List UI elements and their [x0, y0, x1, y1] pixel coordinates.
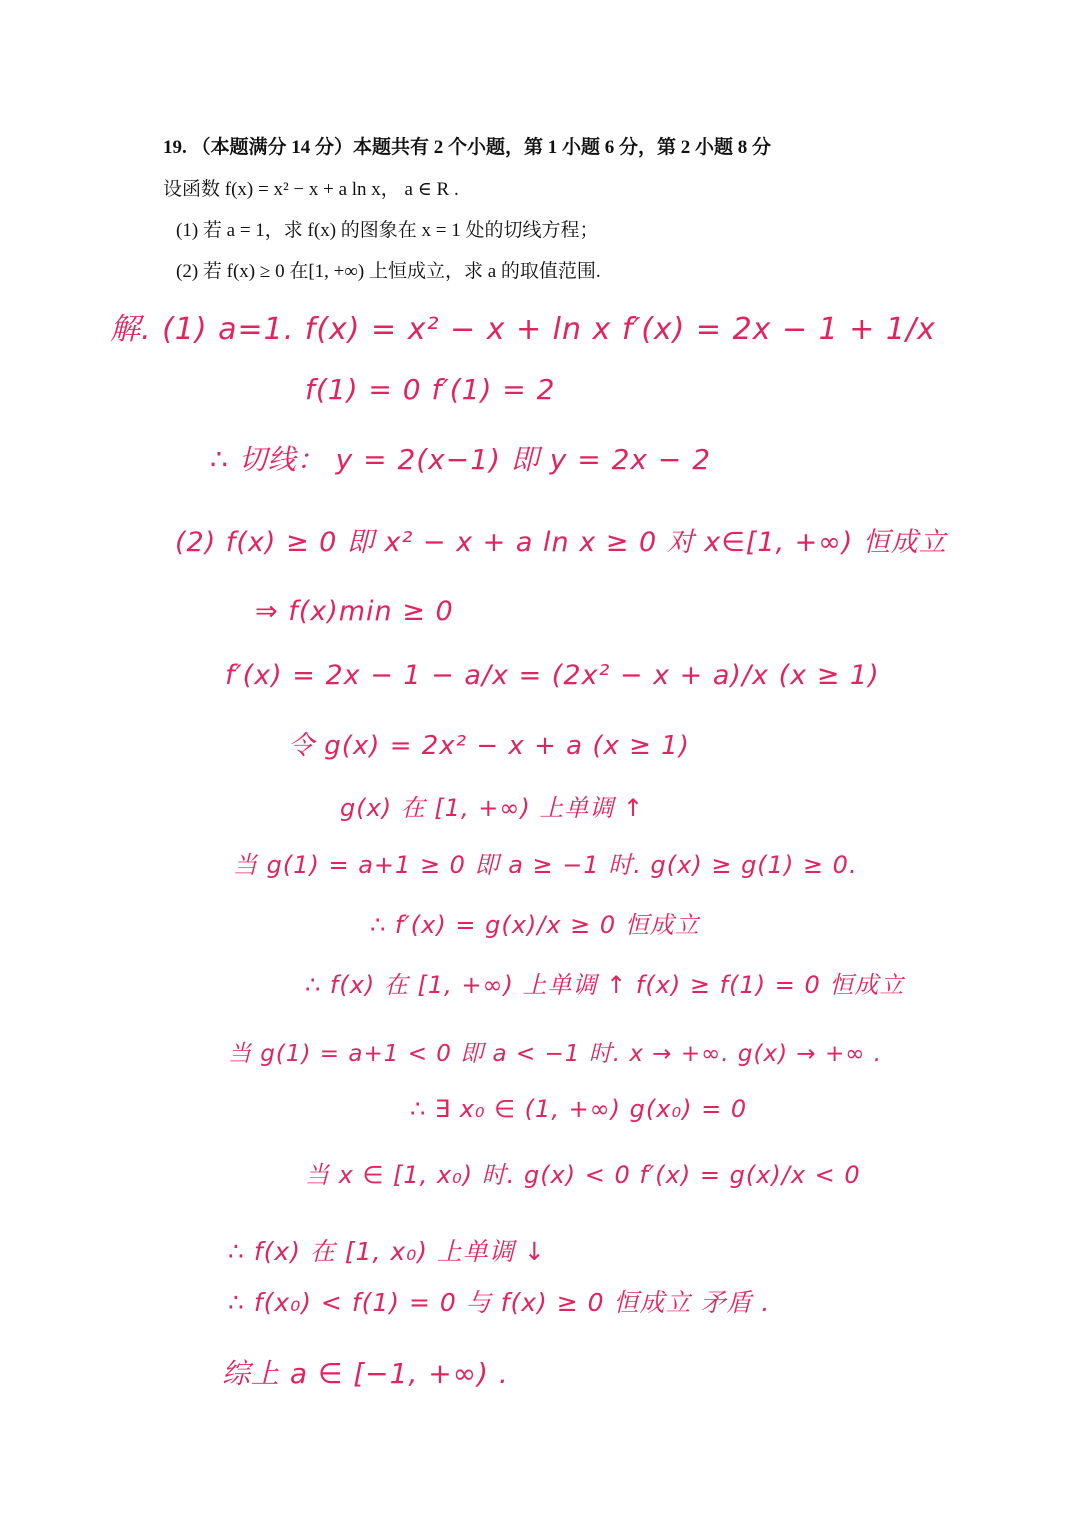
solution-line: ∴ 切线： y = 2(x−1) 即 y = 2x − 2 [210, 443, 712, 476]
problem-statement: 设函数 f(x) = x² − x + a ln x， a ∈ R . [163, 179, 459, 200]
problem-part-1: (1) 若 a = 1，求 f(x) 的图象在 x = 1 处的切线方程； [176, 220, 599, 241]
solution-line: 当 g(1) = a+1 < 0 即 a < −1 时. x → +∞. g(x) → +∞ . [228, 1041, 883, 1067]
solution-line: ⇒ f(x)min ≥ 0 [255, 596, 454, 627]
solution-line: f′(x) = 2x − 1 − a/x = (2x² − x + a)/x (x ≥ 1) [225, 660, 880, 691]
solution-line: 当 g(1) = a+1 ≥ 0 即 a ≥ −1 时. g(x) ≥ g(1) ≥ 0. [233, 851, 858, 879]
solution-line: ∴ f(x₀) < f(1) = 0 与 f(x) ≥ 0 恒成立 矛盾 . [228, 1288, 771, 1317]
solution-line: 解. (1) a=1. f(x) = x² − x + ln x f′(x) = 2x − 1 + 1/x [110, 312, 936, 347]
solution-line: (2) f(x) ≥ 0 即 x² − x + a ln x ≥ 0 对 x∈[1, +∞) 恒成立 [175, 527, 947, 558]
solution-line: ∴ ∃ x₀ ∈ (1, +∞) g(x₀) = 0 [410, 1095, 748, 1123]
solution-line: 令 g(x) = 2x² − x + a (x ≥ 1) [288, 731, 690, 761]
problem-part-2: (2) 若 f(x) ≥ 0 在[1, +∞) 上恒成立，求 a 的取值范围. [176, 261, 601, 282]
solution-line: ∴ f′(x) = g(x)/x ≥ 0 恒成立 [370, 911, 700, 939]
solution-line: ∴ f(x) 在 [1, x₀) 上单调 ↓ [228, 1237, 546, 1266]
solution-line: ∴ f(x) 在 [1, +∞) 上单调 ↑ f(x) ≥ f(1) = 0 恒成立 [305, 971, 905, 999]
solution-line: f(1) = 0 f′(1) = 2 [305, 373, 556, 406]
solution-line: 综上 a ∈ [−1, +∞) . [222, 1357, 509, 1390]
problem-heading: 19. （本题满分 14 分）本题共有 2 个小题，第 1 小题 6 分，第 2 小题 8 分 [163, 137, 772, 158]
solution-line: g(x) 在 [1, +∞) 上单调 ↑ [340, 794, 645, 822]
solution-line: 当 x ∈ [1, x₀) 时. g(x) < 0 f′(x) = g(x)/x < 0 [305, 1161, 861, 1189]
